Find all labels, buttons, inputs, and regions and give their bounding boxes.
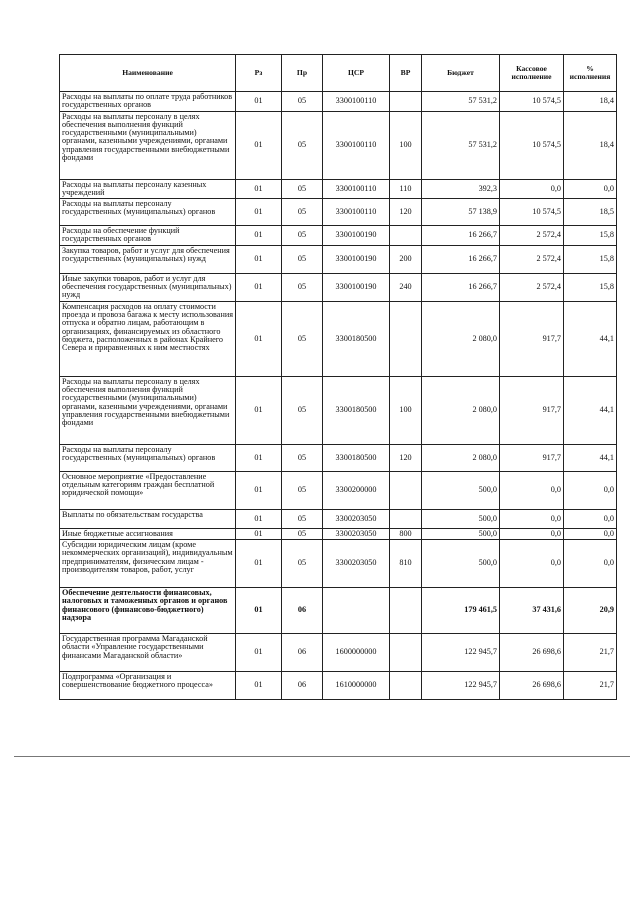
- table-row: [60, 226, 617, 246]
- row-rz: 01: [236, 444, 282, 471]
- row-pr: 06: [282, 672, 323, 700]
- table-row: [60, 245, 617, 273]
- row-rz: 01: [236, 179, 282, 199]
- row-pr: 05: [282, 199, 323, 226]
- row-pr: 05: [282, 376, 323, 444]
- row-budget: 500,0: [422, 471, 500, 509]
- table-row: [60, 509, 617, 528]
- row-pr: 05: [282, 528, 323, 539]
- row-pr: 05: [282, 444, 323, 471]
- row-vr: [390, 471, 422, 509]
- row-name: Обеспечение деятельности финансовых, налоговых и таможенных органов и органов финансового (финансово-бюджетного) надзора: [60, 588, 236, 634]
- row-vr: 200: [390, 245, 422, 273]
- row-rz: 01: [236, 634, 282, 672]
- row-csr: 3300200000: [323, 471, 390, 509]
- row-budget: 500,0: [422, 528, 500, 539]
- row-csr: 3300203050: [323, 540, 390, 588]
- row-vr: [390, 226, 422, 246]
- row-budget: 2 080,0: [422, 444, 500, 471]
- row-cash: 10 574,5: [500, 111, 564, 179]
- row-pct: 21,7: [564, 634, 617, 672]
- table-row: [60, 111, 617, 179]
- row-pct: 0,0: [564, 471, 617, 509]
- row-name: Иные бюджетные ассигнования: [60, 528, 236, 539]
- row-budget: 2 080,0: [422, 376, 500, 444]
- row-pct: 15,8: [564, 273, 617, 301]
- row-pct: 18,4: [564, 111, 617, 179]
- table-row: [60, 179, 617, 199]
- header-pr: Пр: [282, 55, 323, 92]
- row-cash: 0,0: [500, 528, 564, 539]
- row-csr: 3300100110: [323, 92, 390, 112]
- header-csr: ЦСР: [323, 55, 390, 92]
- row-pr: 05: [282, 92, 323, 112]
- table-row: [60, 92, 617, 112]
- row-budget: 57 138,9: [422, 199, 500, 226]
- row-vr: 240: [390, 273, 422, 301]
- row-name: Расходы на обеспечение функций государственных органов: [60, 226, 236, 246]
- row-pr: 05: [282, 540, 323, 588]
- row-name: Расходы на выплаты персоналу в целях обеспечения выполнения функций государственными (муниципальными) органами, казенными учреждениями, органами управления государственными внебюджетными фондами: [60, 376, 236, 444]
- row-csr: 3300100110: [323, 199, 390, 226]
- row-csr: 3300203050: [323, 509, 390, 528]
- row-name: Иные закупки товаров, работ и услуг для обеспечения государственных (муниципальных) нужд: [60, 273, 236, 301]
- row-rz: 01: [236, 588, 282, 634]
- row-csr: 3300100110: [323, 179, 390, 199]
- row-pct: 0,0: [564, 540, 617, 588]
- row-vr: [390, 301, 422, 376]
- row-vr: 120: [390, 444, 422, 471]
- table-row: [60, 540, 617, 588]
- table-row: [60, 273, 617, 301]
- row-rz: 01: [236, 245, 282, 273]
- row-pct: 44,1: [564, 444, 617, 471]
- header-budget: Бюджет: [422, 55, 500, 92]
- row-budget: 16 266,7: [422, 245, 500, 273]
- row-name: Расходы на выплаты персоналу казенных учреждений: [60, 179, 236, 199]
- row-budget: 500,0: [422, 509, 500, 528]
- row-cash: 37 431,6: [500, 588, 564, 634]
- row-pct: 20,9: [564, 588, 617, 634]
- header-cash: Кассовое исполнение: [500, 55, 564, 92]
- row-name: Субсидии юридическим лицам (кроме некоммерческих организаций), индивидуальным предпринимателям, физическим лицам - производителям товаров, работ, услуг: [60, 540, 236, 588]
- row-cash: 917,7: [500, 376, 564, 444]
- row-name: Подпрограмма «Организация и совершенствование бюджетного процесса»: [60, 672, 236, 700]
- row-cash: 26 698,6: [500, 634, 564, 672]
- row-cash: 26 698,6: [500, 672, 564, 700]
- row-budget: 122 945,7: [422, 634, 500, 672]
- row-pct: 0,0: [564, 528, 617, 539]
- header-rz: Рз: [236, 55, 282, 92]
- row-vr: [390, 92, 422, 112]
- row-name: Основное мероприятие «Предоставление отдельным категориям граждан бесплатной юридической помощи»: [60, 471, 236, 509]
- table-body: [60, 92, 617, 700]
- row-cash: 2 572,4: [500, 226, 564, 246]
- row-pct: 18,5: [564, 199, 617, 226]
- row-name: Расходы на выплаты персоналу государственных (муниципальных) органов: [60, 199, 236, 226]
- row-csr: 3300180500: [323, 301, 390, 376]
- row-budget: 179 461,5: [422, 588, 500, 634]
- row-csr: 3300100190: [323, 245, 390, 273]
- row-pr: 05: [282, 301, 323, 376]
- row-rz: 01: [236, 471, 282, 509]
- row-name: Расходы на выплаты персоналу в целях обеспечения выполнения функций государственными (муниципальными) органами, казенными учреждениями, органами управления государственными внебюджетными фондами: [60, 111, 236, 179]
- row-budget: 57 531,2: [422, 111, 500, 179]
- row-name: Закупка товаров, работ и услуг для обеспечения государственных (муниципальных) нужд: [60, 245, 236, 273]
- row-vr: [390, 588, 422, 634]
- row-rz: 01: [236, 111, 282, 179]
- row-pr: 06: [282, 588, 323, 634]
- row-vr: [390, 634, 422, 672]
- page-separator-line: [14, 756, 630, 757]
- row-rz: 01: [236, 376, 282, 444]
- row-budget: 122 945,7: [422, 672, 500, 700]
- row-pr: 05: [282, 179, 323, 199]
- row-csr: [323, 588, 390, 634]
- table-row: [60, 672, 617, 700]
- row-cash: 2 572,4: [500, 273, 564, 301]
- table-row: [60, 199, 617, 226]
- row-pr: 05: [282, 273, 323, 301]
- row-csr: 1610000000: [323, 672, 390, 700]
- table-row: [60, 376, 617, 444]
- row-rz: 01: [236, 199, 282, 226]
- row-vr: [390, 509, 422, 528]
- row-cash: 0,0: [500, 471, 564, 509]
- row-pct: 15,8: [564, 226, 617, 246]
- row-pr: 05: [282, 245, 323, 273]
- row-csr: 3300100190: [323, 273, 390, 301]
- table-row: [60, 588, 617, 634]
- row-budget: 16 266,7: [422, 273, 500, 301]
- row-name: Компенсация расходов на оплату стоимости проезда и провоза багажа к месту использования отпуска и обратно лицам, работающим в организациях, финансируемых из областного бюджета, расположенных в районах Крайнего Севера и приравненных к ним местностях: [60, 301, 236, 376]
- row-pr: 05: [282, 111, 323, 179]
- table-row: [60, 301, 617, 376]
- row-name: Выплаты по обязательствам государства: [60, 509, 236, 528]
- row-name: Расходы на выплаты по оплате труда работников государственных органов: [60, 92, 236, 112]
- row-cash: 917,7: [500, 444, 564, 471]
- row-cash: 2 572,4: [500, 245, 564, 273]
- row-rz: 01: [236, 273, 282, 301]
- row-pr: 05: [282, 471, 323, 509]
- row-rz: 01: [236, 509, 282, 528]
- table-row: [60, 634, 617, 672]
- row-pct: 18,4: [564, 92, 617, 112]
- row-rz: 01: [236, 92, 282, 112]
- row-budget: 392,3: [422, 179, 500, 199]
- header-pct: % исполнения: [564, 55, 617, 92]
- budget-execution-table: [59, 54, 617, 700]
- row-cash: 0,0: [500, 179, 564, 199]
- budget-table-sheet: [59, 54, 616, 700]
- row-pct: 15,8: [564, 245, 617, 273]
- row-pct: 21,7: [564, 672, 617, 700]
- table-row: [60, 471, 617, 509]
- row-vr: [390, 672, 422, 700]
- header-name: Наименование: [60, 55, 236, 92]
- row-budget: 500,0: [422, 540, 500, 588]
- row-rz: 01: [236, 301, 282, 376]
- row-budget: 2 080,0: [422, 301, 500, 376]
- header-vr: ВР: [390, 55, 422, 92]
- row-pr: 06: [282, 634, 323, 672]
- table-row: [60, 528, 617, 539]
- row-csr: 3300180500: [323, 444, 390, 471]
- row-csr: 3300203050: [323, 528, 390, 539]
- row-cash: 917,7: [500, 301, 564, 376]
- row-vr: 120: [390, 199, 422, 226]
- row-csr: 3300180500: [323, 376, 390, 444]
- row-rz: 01: [236, 540, 282, 588]
- row-name: Расходы на выплаты персоналу государственных (муниципальных) органов: [60, 444, 236, 471]
- row-cash: 0,0: [500, 540, 564, 588]
- row-name: Государственная программа Магаданской области «Управление государственными финансами Магаданской области»: [60, 634, 236, 672]
- row-vr: 110: [390, 179, 422, 199]
- row-cash: 0,0: [500, 509, 564, 528]
- row-vr: 100: [390, 376, 422, 444]
- row-cash: 10 574,5: [500, 199, 564, 226]
- row-vr: 100: [390, 111, 422, 179]
- table-row: [60, 444, 617, 471]
- row-csr: 3300100110: [323, 111, 390, 179]
- table-header-row: [60, 55, 617, 92]
- row-cash: 10 574,5: [500, 92, 564, 112]
- row-pct: 44,1: [564, 376, 617, 444]
- row-pr: 05: [282, 509, 323, 528]
- row-vr: 810: [390, 540, 422, 588]
- row-pct: 44,1: [564, 301, 617, 376]
- row-csr: 1600000000: [323, 634, 390, 672]
- row-rz: 01: [236, 226, 282, 246]
- row-rz: 01: [236, 672, 282, 700]
- row-pct: 0,0: [564, 179, 617, 199]
- row-pct: 0,0: [564, 509, 617, 528]
- row-rz: 01: [236, 528, 282, 539]
- row-budget: 57 531,2: [422, 92, 500, 112]
- row-vr: 800: [390, 528, 422, 539]
- row-csr: 3300100190: [323, 226, 390, 246]
- row-pr: 05: [282, 226, 323, 246]
- row-budget: 16 266,7: [422, 226, 500, 246]
